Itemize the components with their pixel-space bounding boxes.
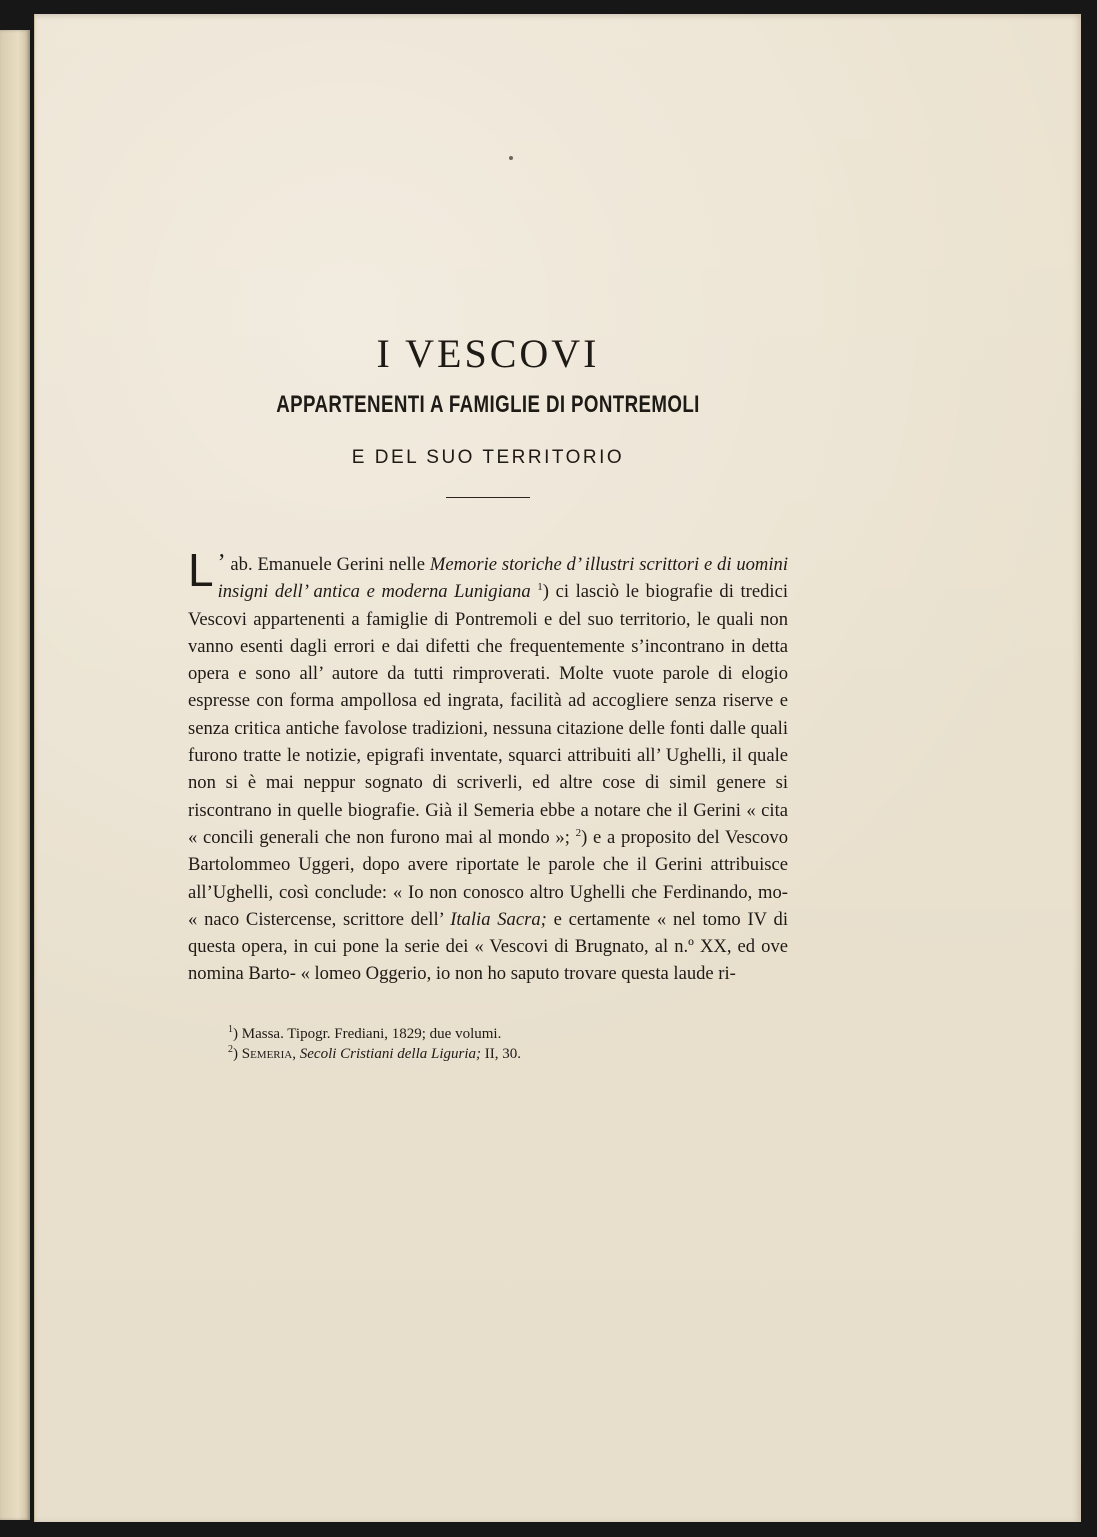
footnote-ref-2: 2 (575, 826, 582, 839)
footnote-2 (228, 1044, 788, 1064)
footnote-mark: 2 (228, 1043, 233, 1055)
text-segment: ) e a proposito del Vescovo Bartolommeo Uggeri, dopo avere riportate le parole che il Gerini attribuisce all’Ughelli, così conclude: « Io non conosco altro Ughelli che Ferdinando, mo- « naco Cistercense, scrittore dell’ (188, 826, 789, 930)
footnote-ref-1: 1 (537, 581, 543, 594)
page-subtitle-secondary: E DEL SUO TERRITORIO (351, 447, 625, 468)
footnote-mark: 1 (228, 1023, 233, 1035)
text-segment: ) ci lasciò le biografie di tredici Vescovi appartenenti a famiglie di Pontremoli e del suo territorio, le quali non vanno esenti dagli errori e dai difetti che frequentemente s’incontrano in detta opera e sono all’ autore da tutti rimproverati. Molte vuote parole di elogio espresse con forma ampollosa ed ingrata, facilità ad accogliere senza riserve e senza critica antiche favolose tradizioni, nessuna citazione delle fonti dalle quali furono tratte le notizie, epigrafi inventate, squarci attribuiti all’ Ughelli, il quale non si è mai neppur sognato di scriverli, ed altre cose di simil genere si riscontrano in quelle biografie. Già il Semeria ebbe a notare che il Gerini « cita « concili generali che non furono mai al mondo »; (188, 581, 788, 848)
footnote-text: ) Massa. Tipogr. Frediani, 1829; due volumi. (233, 1025, 502, 1042)
page-content (188, 330, 788, 1064)
paper-speck (509, 156, 513, 160)
page-subtitle: APPARTENENTI A FAMIGLIE DI PONTREMOLI (276, 391, 700, 418)
text-segment: e certamente « nel tomo IV di questa opera, in cui pone la serie dei « Vescovi di Brugnato, al n.º XX, ed ove nomina Barto- « lomeo Oggerio, io non ho saputo trovare questa laude ri- (188, 908, 788, 985)
italic-title: Memorie storiche d’ illustri scrittori e di uomini insigni dell’ antica e moderna Lunigiana (217, 554, 788, 603)
drop-cap-apostrophe: ’ (217, 550, 226, 576)
footnote-text: II, 30. (481, 1045, 522, 1062)
drop-cap: L (188, 544, 214, 596)
previous-page-edge (0, 30, 30, 1520)
footnote-title: Secoli Cristiani della Liguria; (299, 1045, 482, 1062)
title-rule (446, 497, 530, 498)
page-title: I VESCOVI (376, 331, 600, 376)
footnote-author: ) Semeria, (233, 1045, 300, 1062)
footnotes (188, 1024, 788, 1064)
footnote-1 (228, 1024, 788, 1044)
text-segment: ab. Emanuele Gerini nelle (230, 554, 430, 575)
italic-title: Italia Sacra; (450, 908, 547, 930)
body-paragraph (188, 544, 789, 988)
